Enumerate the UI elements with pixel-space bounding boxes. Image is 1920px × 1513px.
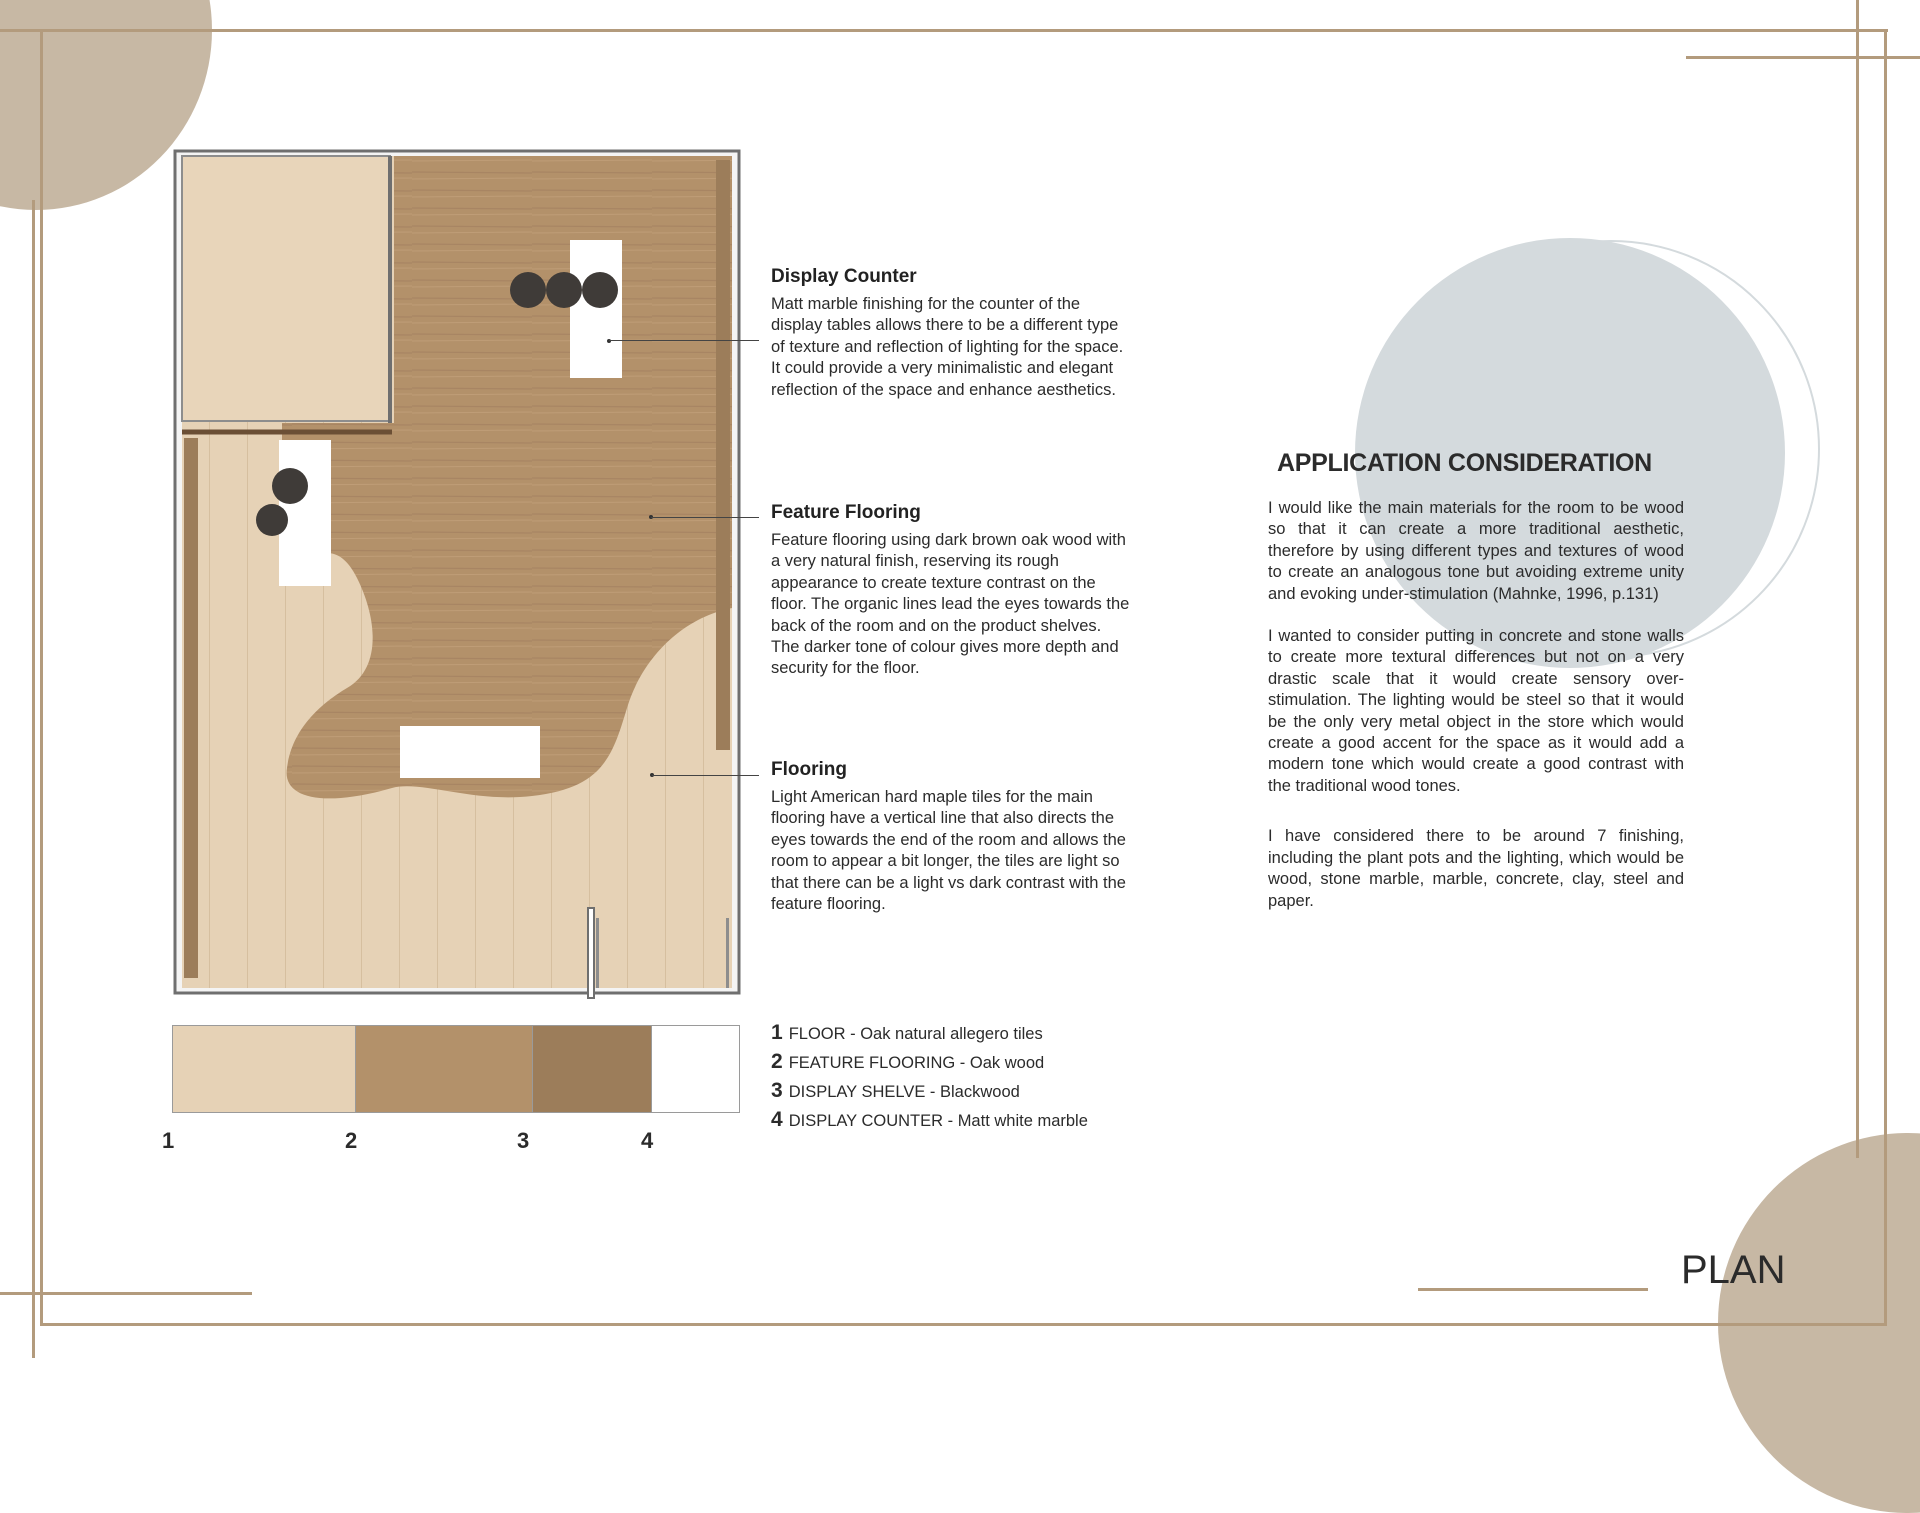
- frame-left: [40, 29, 43, 1326]
- stool: [510, 272, 546, 308]
- application-paragraph: I would like the main materials for the room to be wood so that it can create a more traditional aesthetic, therefore by using different types and textures of wood to create an analogous tone but avoiding extreme unity and evoking under-stimulation (Mahnke, 1996, p.131): [1268, 499, 1684, 603]
- callout-title: Feature Flooring: [771, 502, 921, 523]
- frame-right-outer: [1856, 0, 1859, 1158]
- legend-label: FEATURE FLOORING - Oak wood: [788, 1054, 1045, 1072]
- display-counter-center: [400, 726, 540, 778]
- legend-item: [771, 1048, 1088, 1077]
- swatch-number: 2: [345, 1128, 358, 1153]
- right-shelf: [716, 160, 730, 750]
- application-paragraph: I have considered there to be around 7 finishing, including the plant pots and the lighting, which would be wood, stone marble, marble, concrete, clay, steel and paper.: [1268, 827, 1684, 910]
- callout-title: Flooring: [771, 759, 847, 780]
- swatch-floor: [173, 1026, 356, 1112]
- legend-item: [771, 1106, 1088, 1135]
- callout-feature-flooring: [771, 502, 1133, 680]
- stool: [272, 468, 308, 504]
- left-shelf: [184, 438, 198, 978]
- material-swatches: [172, 1025, 740, 1113]
- floor-plan: [172, 148, 744, 1008]
- leader-line-feature-flooring: [651, 517, 759, 518]
- legend-label: FLOOR - Oak natural allegero tiles: [788, 1025, 1043, 1043]
- page-title: PLAN: [1681, 1248, 1786, 1292]
- callout-body: Light American hard maple tiles for the main flooring have a vertical line that also directs the eyes towards the end of the room and allows the room to appear a bit longer, the tiles are light so that there can be a light vs dark contrast with the feature flooring.: [771, 788, 1126, 914]
- legend-number: 2: [771, 1050, 783, 1073]
- frame-left-outer: [32, 200, 35, 1358]
- callout-display-counter: [771, 266, 1131, 401]
- legend-label: DISPLAY COUNTER - Matt white marble: [788, 1112, 1088, 1130]
- swatch-number: 1: [162, 1128, 175, 1153]
- application-text: [1268, 498, 1684, 912]
- frame-right: [1884, 29, 1887, 1326]
- stool: [582, 272, 618, 308]
- leader-line-flooring: [652, 775, 759, 776]
- swatch-feature-flooring: [356, 1026, 533, 1112]
- display-counter-left: [279, 440, 331, 586]
- accent-line-bottom-right: [1418, 1288, 1648, 1291]
- legend-number: 1: [771, 1021, 783, 1044]
- material-legend: [771, 1019, 1088, 1135]
- legend-number: 3: [771, 1079, 783, 1102]
- legend-item: [771, 1019, 1088, 1048]
- door: [588, 908, 594, 998]
- display-counter-top: [570, 240, 622, 378]
- swatch-number: 3: [517, 1128, 530, 1153]
- callout-body: Feature flooring using dark brown oak wood with a very natural finish, reserving its rough appearance to create texture contrast on the floor. The organic lines lead the eyes towards the back of the room and on the product shelves. The darker tone of colour gives more depth and security for the floor.: [771, 531, 1130, 678]
- stool: [256, 504, 288, 536]
- stool: [546, 272, 582, 308]
- accent-line-top-right: [1686, 56, 1920, 59]
- legend-label: DISPLAY SHELVE - Blackwood: [788, 1083, 1020, 1101]
- frame-bottom: [40, 1323, 1887, 1326]
- legend-number: 4: [771, 1108, 783, 1131]
- leader-line-display-counter: [609, 340, 759, 341]
- application-heading: APPLICATION CONSIDERATION: [1277, 449, 1652, 477]
- back-room: [182, 156, 390, 421]
- callout-flooring: [771, 759, 1133, 915]
- swatch-display-shelve: [533, 1026, 652, 1112]
- application-paragraph: I wanted to consider putting in concrete and stone walls to create more textural differences but not on a very drastic scale that it would create sensory over-stimulation. The lighting would be steel so that it would be the only very metal object in the store which would create a good accent for the space as it would add a modern tone which would create a good contrast with the traditional wood tones.: [1268, 627, 1684, 795]
- swatch-display-counter: [652, 1026, 739, 1112]
- frame-bottom-outer: [0, 1292, 252, 1295]
- callout-body: Matt marble finishing for the counter of the display tables allows there to be a different type of texture and reflection of lighting for the space. It could provide a very minimalistic and elegant reflection of the space and enhance aesthetics.: [771, 295, 1124, 399]
- frame-top-inner: [40, 29, 1885, 31]
- legend-item: [771, 1077, 1088, 1106]
- callout-title: Display Counter: [771, 266, 917, 287]
- swatch-number: 4: [641, 1128, 654, 1153]
